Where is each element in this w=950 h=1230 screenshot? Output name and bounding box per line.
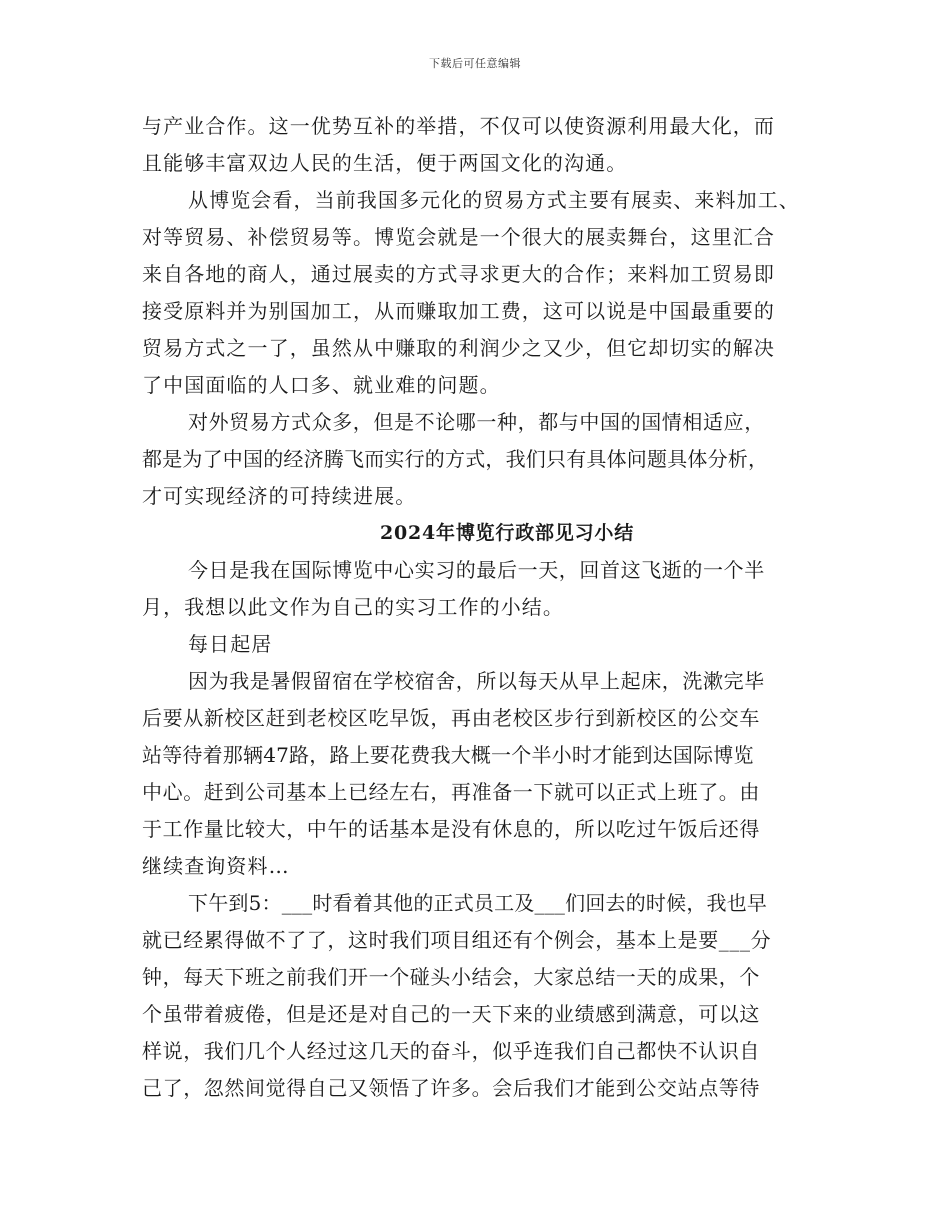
paragraph-line: 下午到5：___时看着其他的正式员工及___们回去的时候，我也早 <box>188 891 768 915</box>
paragraph-line: 月，我想以此文作为自己的实习工作的小结。 <box>142 595 564 619</box>
paragraph-line: 己了，忽然间觉得自己又领悟了许多。会后我们才能到公交站点等待 <box>142 1076 760 1100</box>
paragraph-line: 对外贸易方式众多，但是不论哪一种，都与中国的国情相适应， <box>188 410 765 434</box>
paragraph-line: 对等贸易、补偿贸易等。博览会就是一个很大的展卖舞台，这里汇合 <box>142 225 775 249</box>
document-body <box>142 108 832 1107</box>
paragraph-line: 了中国面临的人口多、就业难的问题。 <box>142 373 501 397</box>
paragraph-line: 中心。赶到公司基本上已经左右，再准备一下就可以正式上班了。由 <box>142 780 760 804</box>
paragraph-line: 接受原料并为别国加工，从而赚取加工费，这可以说是中国最重要的 <box>142 299 775 323</box>
paragraph-line: 个虽带着疲倦，但是还是对自己的一天下来的业绩感到满意，可以这 <box>142 1002 760 1026</box>
paragraph-line: 且能够丰富双边人民的生活，便于两国文化的沟通。 <box>142 151 628 175</box>
paragraph-line: 来自各地的商人，通过展卖的方式寻求更大的合作；来料加工贸易即 <box>142 262 775 286</box>
paragraph-line: 与产业合作。这一优势互补的举措，不仅可以使资源利用最大化，而 <box>142 114 775 138</box>
paragraph-line: 钟，每天下班之前我们开一个碰头小结会，大家总结一天的成果，个 <box>142 965 760 989</box>
paragraph-line: 于工作量比较大，中午的话基本是没有休息的，所以吃过午饭后还得 <box>142 817 760 841</box>
paragraph-line: 样说，我们几个人经过这几天的奋斗，似乎连我们自己都快不认识自 <box>142 1039 760 1063</box>
paragraph-line: 从博览会看，当前我国多元化的贸易方式主要有展卖、来料加工、 <box>188 188 800 212</box>
paragraph-line: 都是为了中国的经济腾飞而实行的方式，我们只有具体问题具体分析， <box>142 447 769 471</box>
paragraph-line: 就已经累得做不了了，这时我们项目组还有个例会，基本上是要___分 <box>142 928 772 952</box>
paragraph-line: 后要从新校区赶到老校区吃早饭，再由老校区步行到新校区的公交车 <box>142 706 760 730</box>
section-title: 2024年博览行政部见习小结 <box>379 522 635 544</box>
page-header: 下载后可任意编辑 <box>429 57 521 70</box>
paragraph-line: 贸易方式之一了，虽然从中赚取的利润少之又少，但它却切实的解决 <box>142 336 775 360</box>
paragraph-line: 站等待着那辆47路，路上要花费我大概一个半小时才能到达国际博览 <box>142 743 754 767</box>
paragraph-line: 今日是我在国际博览中心实习的最后一天，回首这飞逝的一个半 <box>188 558 765 582</box>
paragraph-line: 才可实现经济的可持续进展。 <box>142 484 417 508</box>
paragraph-line: 因为我是暑假留宿在学校宿舍，所以每天从早上起床，洗漱完毕 <box>188 669 765 693</box>
paragraph-line: 继续查询资料… <box>142 854 290 878</box>
subheading: 每日起居 <box>188 632 273 656</box>
